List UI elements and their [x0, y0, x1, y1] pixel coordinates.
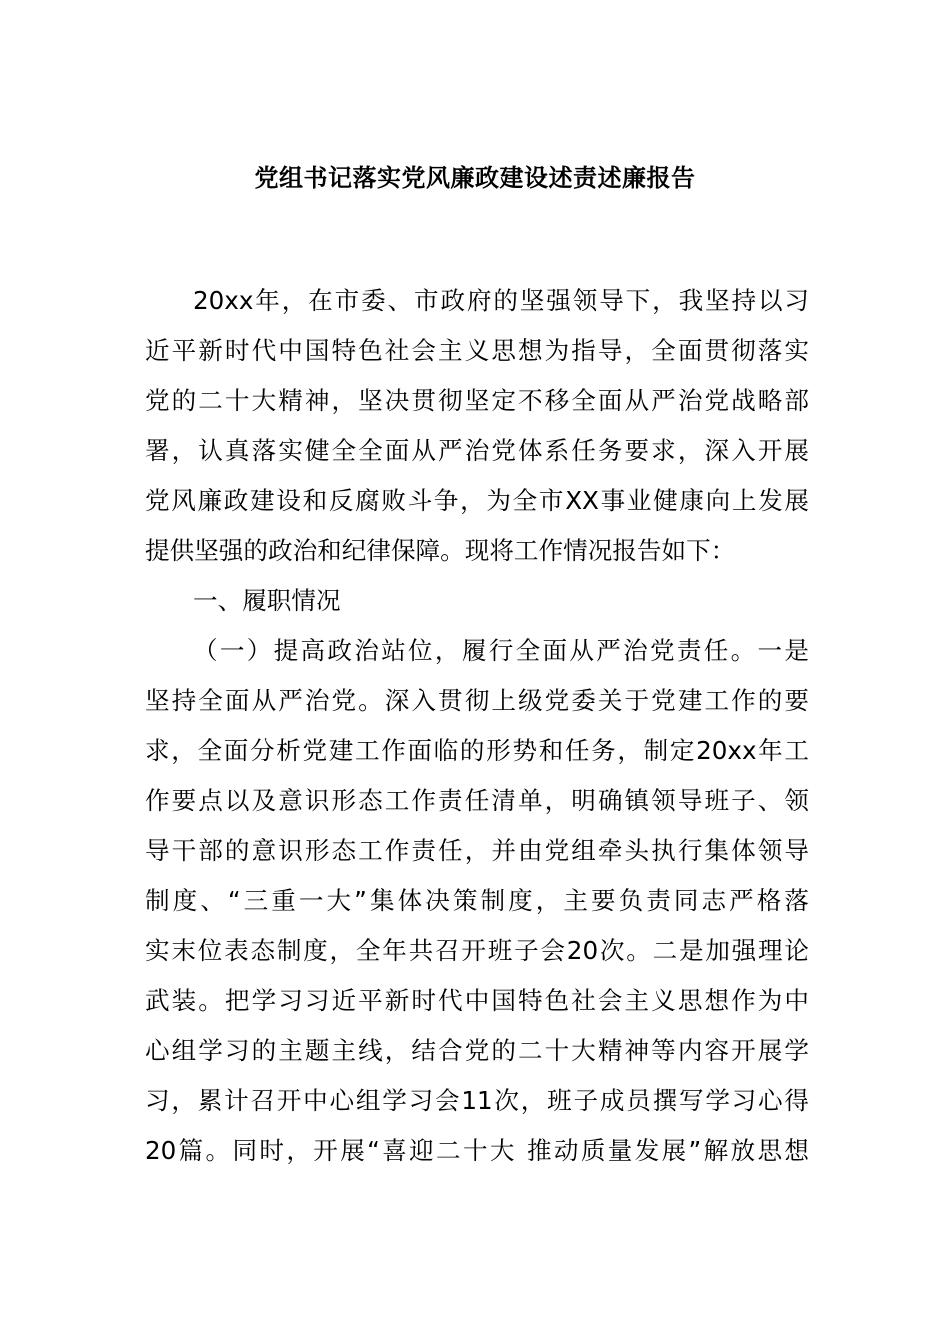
- paragraph-line: 党的二十大精神，坚决贯彻坚定不移全面从严治党战略部: [145, 386, 809, 415]
- paragraph-line: 习，累计召开中心组学习会11次，班子成员撰写学习心得: [145, 1086, 809, 1115]
- paragraph-line: 坚持全面从严治党。深入贯彻上级党委关于党建工作的要: [145, 686, 809, 715]
- paragraph-line: 制度、“三重一大”集体决策制度，主要负责同志严格落: [145, 886, 809, 915]
- paragraph-line: 求，全面分析党建工作面临的形势和任务，制定20xx年工: [145, 736, 809, 765]
- paragraph-line: 署，认真落实健全全面从严治党体系任务要求，深入开展: [145, 436, 809, 465]
- paragraph-line: 心组学习的主题主线，结合党的二十大精神等内容开展学: [145, 1036, 809, 1065]
- paragraph-line: 作要点以及意识形态工作责任清单，明确镇领导班子、领: [145, 786, 809, 815]
- paragraph-line: 实末位表态制度，全年共召开班子会20次。二是加强理论: [145, 936, 809, 965]
- paragraph-line: 提供坚强的政治和纪律保障。现将工作情况报告如下：: [145, 536, 736, 565]
- section-heading: 一、履职情况: [193, 586, 341, 615]
- paragraph-line: 20xx年，在市委、市政府的坚强领导下，我坚持以习: [193, 286, 809, 315]
- paragraph-line: 近平新时代中国特色社会主义思想为指导，全面贯彻落实: [145, 336, 809, 365]
- paragraph-line: 武装。把学习习近平新时代中国特色社会主义思想作为中: [145, 986, 809, 1015]
- paragraph-line: 党风廉政建设和反腐败斗争，为全市XX事业健康向上发展: [145, 486, 809, 515]
- document-title: 党组书记落实党风廉政建设述责述廉报告: [254, 164, 696, 192]
- paragraph-line: 20篇。同时，开展“喜迎二十大 推动质量发展”解放思想: [145, 1136, 809, 1165]
- paragraph-line: （一）提高政治站位，履行全面从严治党责任。一是: [193, 636, 809, 665]
- paragraph-line: 导干部的意识形态工作责任，并由党组牵头执行集体领导: [145, 836, 809, 865]
